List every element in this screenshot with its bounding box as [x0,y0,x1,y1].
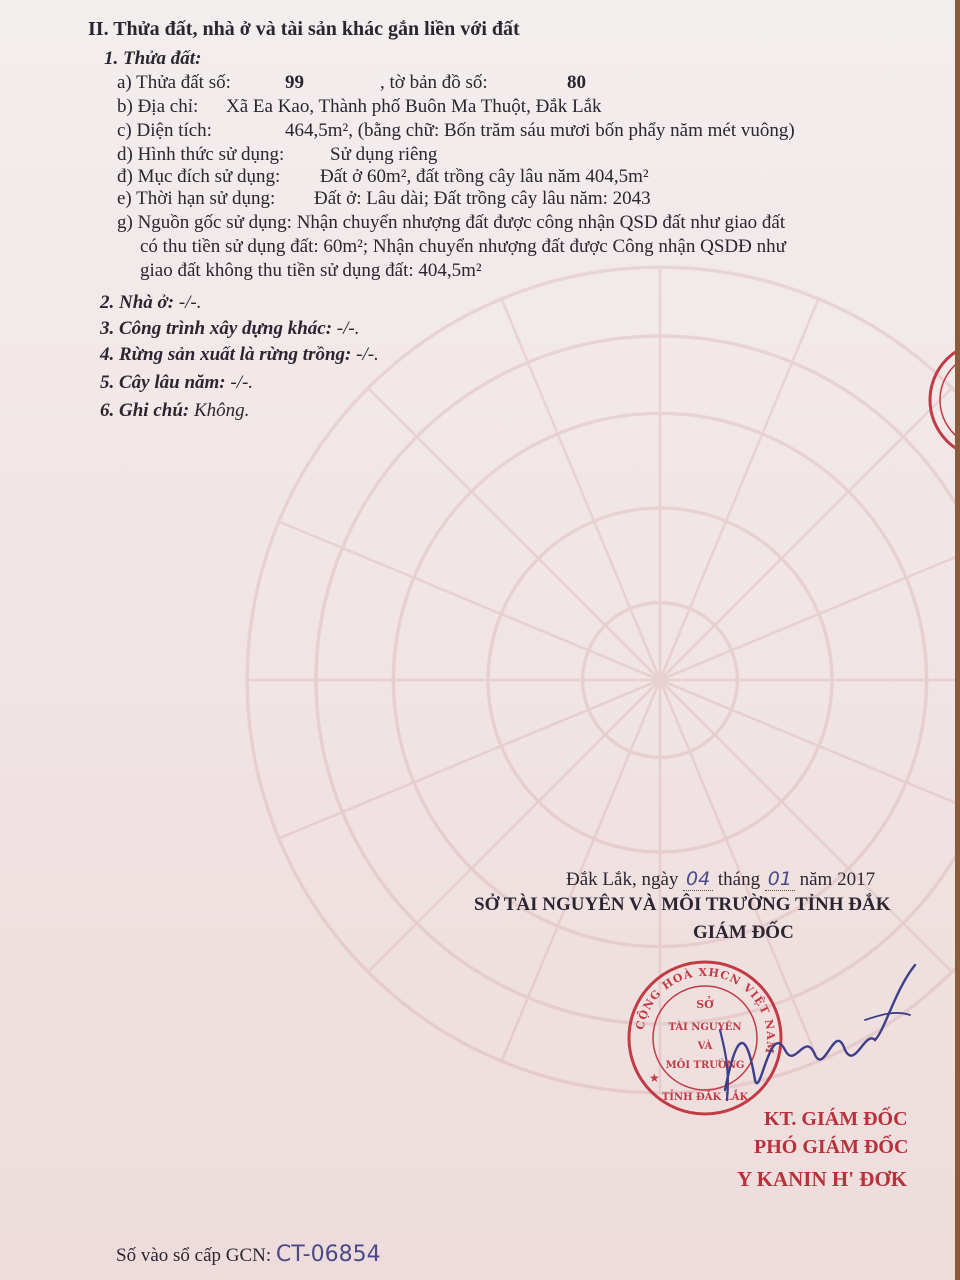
house-row [100,292,202,314]
area-label: c) Diện tích: [117,120,212,141]
construction-row [100,318,359,340]
usage-term-label: e) Thời hạn sử dụng: [117,188,276,209]
note-label: 6. Ghi chú: [100,400,190,421]
origin-line-2: có thu tiền sử dụng đất: 60m²; Nhận chuyển nhượng đất được Công nhận QSDĐ như [140,236,786,257]
trees-label: 5. Cây lâu năm: [100,372,226,393]
construction-label: 3. Công trình xây dựng khác: [100,318,333,339]
date-month: 01 [765,868,795,891]
land-heading: 1. Thửa đất: [104,48,202,69]
handwritten-signature [715,960,925,1110]
register-line [116,1244,381,1267]
date-day: 04 [683,868,713,891]
deputy-director-title: PHÓ GIÁM ĐỐC [754,1136,909,1158]
construction-value: -/-. [336,318,360,339]
forest-row [100,344,379,366]
address-value: Xã Ea Kao, Thành phố Buôn Ma Thuột, Đắk Lắk [226,96,602,117]
date-line [566,868,875,891]
stamp-center-2: TÀI NGUYÊN [668,1022,742,1033]
usage-purpose-label: đ) Mục đích sử dụng: [117,166,281,187]
usage-term-value: Đất ở: Lâu dài; Đất trồng cây lâu năm: 2043 [314,188,651,209]
register-label: Số vào sổ cấp GCN: [116,1245,272,1266]
stamp-star-icon: ★ [649,1071,660,1085]
stamp-center-4: MÔI TRƯỜNG [665,1060,745,1071]
usage-purpose-value: Đất ở 60m², đất trồng cây lâu năm 404,5m² [320,166,649,187]
map-sheet-label: , tờ bản đồ số: [380,72,488,93]
forest-value: -/-. [356,344,379,365]
signer-name: Y KANIN H' ĐƠK [737,1167,908,1191]
stamp-ring-text: CỘNG HOÀ XHCN VIỆT NAM [633,965,778,1056]
forest-label: 4. Rừng sản xuất là rừng trồng: [100,344,352,365]
usage-form-label: d) Hình thức sử dụng: [117,144,285,165]
date-place: Đắk Lắk, ngày [566,869,679,890]
stamp-center-1: SỞ [696,998,714,1011]
trees-row [100,372,253,394]
usage-form-value: Sử dụng riêng [330,144,438,165]
note-value: Không. [193,400,250,421]
stamp-bottom-text: TỈNH ĐẮK LẮK [661,1092,749,1103]
house-value: -/-. [178,292,202,313]
parcel-number-label: a) Thửa đất số: [117,72,231,93]
house-label: 2. Nhà ở: [100,292,175,313]
date-year: năm 2017 [799,869,876,890]
date-month-label: tháng [717,869,761,890]
stamp-center-3: VÀ [697,1041,713,1052]
trees-value: -/-. [230,372,254,393]
address-label: b) Địa chỉ: [117,96,199,117]
director-title: GIÁM ĐỐC [693,922,794,943]
origin-line-3: giao đất không thu tiền sử dụng đất: 404,5m² [140,260,482,281]
kt-director-line: KT. GIÁM ĐỐC [764,1108,908,1130]
edge-seal [918,330,955,470]
map-sheet-value: 80 [567,72,586,93]
area-value: 464,5m², (bằng chữ: Bốn trăm sáu mươi bốn phẩy năm mét vuông) [285,120,795,141]
note-row [100,400,249,422]
parcel-number-value: 99 [285,72,304,93]
department-name: SỞ TÀI NGUYÊN VÀ MÔI TRƯỜNG TỈNH ĐẮK [474,894,891,915]
section-title: II. Thửa đất, nhà ở và tài sản khác gắn liền với đất [88,18,520,40]
register-value: CT-06854 [275,1242,381,1267]
origin-line-1: g) Nguồn gốc sử dụng: Nhận chuyển nhượng đất được công nhận QSD đất như giao đất [117,212,786,233]
